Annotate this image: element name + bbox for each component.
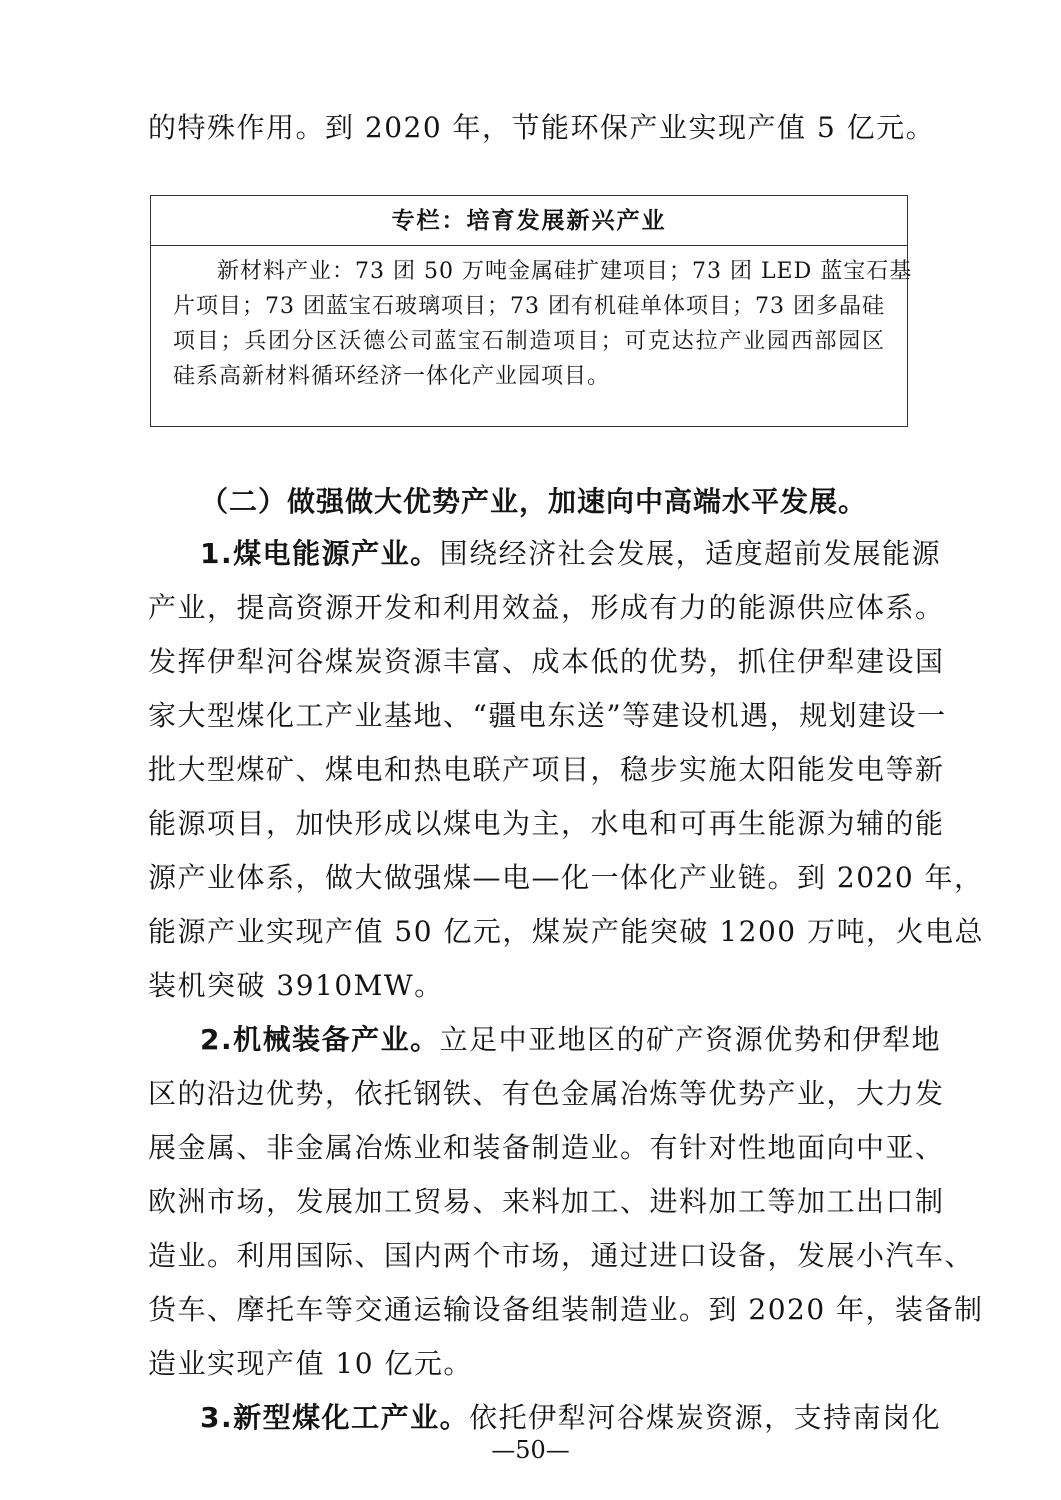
callout-line: 新材料产业：73 团 50 万吨金属硅扩建项目；73 团 LED 蓝宝石基 [217,259,913,284]
item-text: 围绕经济社会发展，适度超前发展能源 [439,537,942,570]
item-text: 立足中亚地区的矿产资源优势和伊犁地 [439,1023,942,1056]
paragraph-line: 造业。利用国际、国内两个市场，通过进口设备，发展小汽车、 [148,1239,975,1272]
item-first-line [200,1022,942,1058]
callout-line: 片项目；73 团蓝宝石玻璃项目；73 团有机硅单体项目；73 团多晶硅 [173,294,885,319]
paragraph-line: 产业，提高资源开发和利用效益，形成有力的能源供应体系。 [148,591,945,624]
page-number: —50— [491,1436,570,1464]
paragraph-line: 能源产业实现产值 50 亿元，煤炭产能突破 1200 万吨，火电总 [148,915,984,948]
paragraph-line: 装机突破 3910MW。 [148,969,444,1002]
callout-box [150,195,913,427]
paragraph-line: 源产业体系，做大做强煤—电—化一体化产业链。到 2020 年， [148,861,984,894]
section-heading: （二）做强做大优势产业，加速向中高端水平发展。 [200,485,868,518]
callout-line: 硅系高新材料循环经济一体化产业园项目。 [173,364,611,389]
item-title: 2.机械装备产业。 [200,1023,440,1056]
paragraph-line: 欧洲市场，发展加工贸易、来料加工、进料加工等加工出口制 [148,1185,945,1218]
paragraph-line: 发挥伊犁河谷煤炭资源丰富、成本低的优势，抓住伊犁建设国 [148,645,945,678]
callout-body [173,254,913,394]
paragraph-line: 造业实现产值 10 亿元。 [148,1347,473,1380]
paragraph-line: 的特殊作用。到 2020 年，节能环保产业实现产值 5 亿元。 [148,111,936,144]
item-title: 1.煤电能源产业。 [200,537,440,570]
item-text: 依托伊犁河谷煤炭资源，支持南岗化 [469,1401,942,1434]
paragraph-line: 货车、摩托车等交通运输设备组装制造业。到 2020 年，装备制 [148,1293,984,1326]
callout-line: 项目；兵团分区沃德公司蓝宝石制造项目；可克达拉产业园西部园区 [173,329,885,354]
item-first-line [200,536,942,572]
paragraph-line: 能源项目，加快形成以煤电为主，水电和可再生能源为辅的能 [148,807,945,840]
paragraph-line: 展金属、非金属冶炼业和装备制造业。有针对性地面向中亚、 [148,1131,945,1164]
paragraph-line: 批大型煤矿、煤电和热电联产项目，稳步实施太阳能发电等新 [148,753,945,786]
item-title: 3.新型煤化工产业。 [200,1401,470,1434]
paragraph-line: 区的沿边优势，依托钢铁、有色金属冶炼等优势产业，大力发 [148,1077,945,1110]
callout-title: 专栏：培育发展新兴产业 [151,196,907,246]
item-first-line [200,1400,942,1436]
paragraph-line: 家大型煤化工产业基地、“疆电东送”等建设机遇，规划建设一 [148,699,947,732]
